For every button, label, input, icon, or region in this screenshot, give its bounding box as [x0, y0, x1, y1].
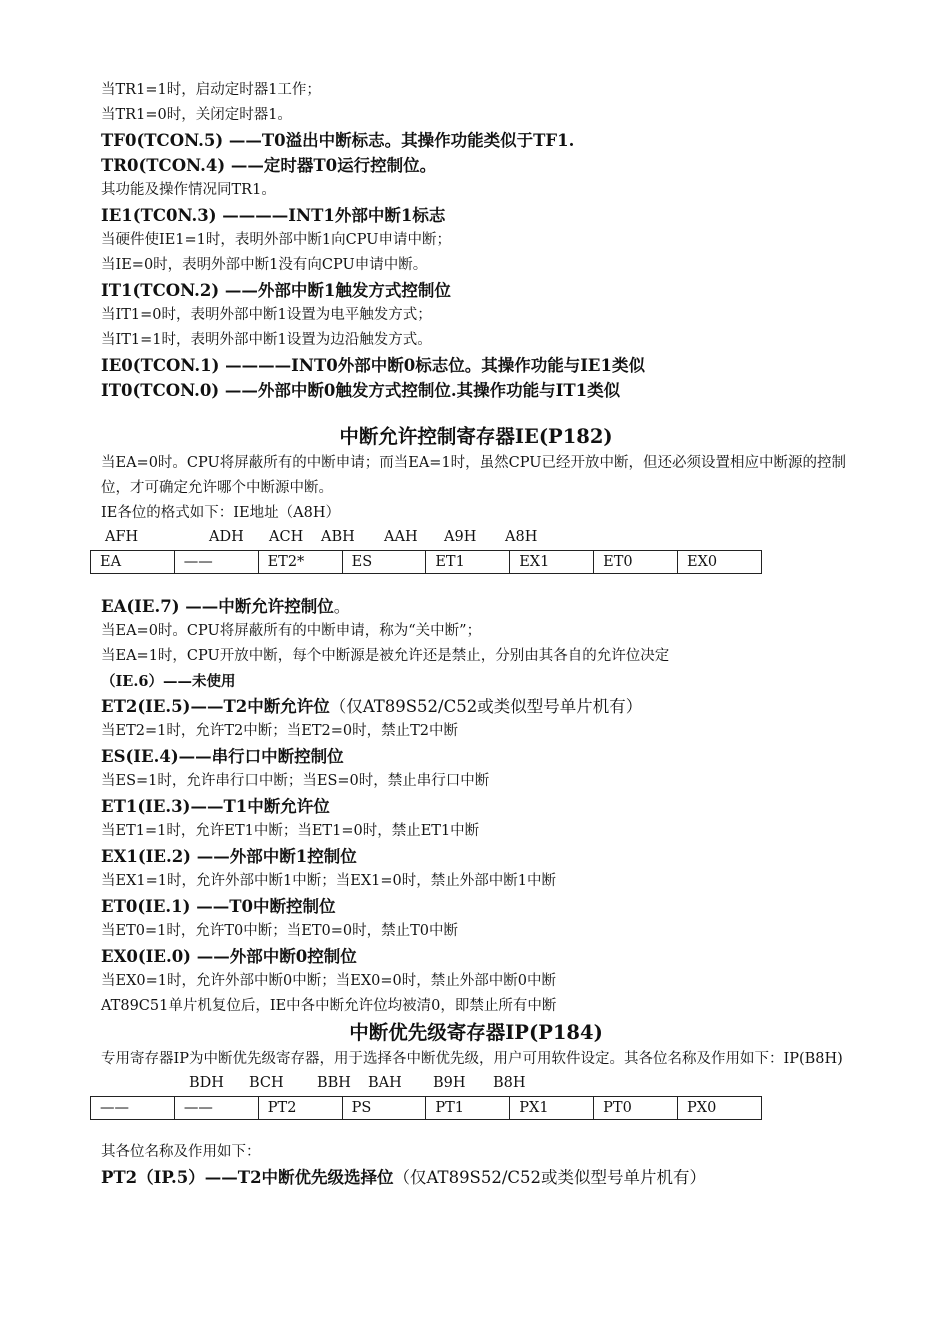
ip-bit-table [90, 1096, 762, 1120]
bit-cell: PT0 [594, 1097, 678, 1120]
bit-cell: EX0 [678, 551, 762, 574]
document-page [101, 78, 851, 1190]
text-line: 当IE=0时，表明外部中断1没有向CPU申请中断。 [101, 257, 428, 273]
text-line: 当硬件使IE1=1时，表明外部中断1向CPU申请中断； [101, 232, 451, 248]
bit-heading-et2: ET2(IE.5)——T2中断允许位（仅AT89S52/C52或类似型号单片机有） [101, 697, 643, 716]
bit-heading-tf0: TF0(TCON.5) ——T0溢出中断标志。其操作功能类似于TF1. [101, 131, 575, 150]
bit-address: ACH [269, 529, 304, 545]
bit-heading-et0: ET0(IE.1) ——T0中断控制位 [101, 897, 336, 916]
bit-cell: —— [174, 551, 258, 574]
bit-cell: ET1 [426, 551, 510, 574]
bit-cell: —— [91, 1097, 175, 1120]
table-row [91, 551, 762, 574]
text-line: 其各位名称及作用如下： [101, 1144, 261, 1160]
text-line: 当ET0=1时，允许T0中断；当ET0=0时，禁止T0中断 [101, 923, 459, 939]
ie-intro: 当EA=0时。CPU将屏蔽所有的中断申请；而当EA=1时，虽然CPU已经开放中断，但还必须设置相应中断源的控制位，才可确定允许哪个中断源中断。 [101, 455, 846, 496]
text-line: 当ES=1时，允许串行口中断；当ES=0时，禁止串行口中断 [101, 773, 490, 789]
ie-bit-table [90, 550, 762, 574]
text-line: 当TR1=0时，关闭定时器1。 [101, 107, 292, 123]
table-row [91, 1097, 762, 1120]
text-line: 当ET2=1时，允许T2中断；当ET2=0时，禁止T2中断 [101, 723, 459, 739]
bit-address: A9H [444, 529, 477, 545]
ip-address-row [101, 1072, 851, 1096]
text-line: 当EX1=1时，允许外部中断1中断；当EX1=0时，禁止外部中断1中断 [101, 873, 556, 889]
text-line: 当ET1=1时，允许ET1中断；当ET1=0时，禁止ET1中断 [101, 823, 480, 839]
text-line: 当EA=0时。CPU将屏蔽所有的中断申请，称为“关中断”； [101, 623, 482, 639]
bit-address: ABH [321, 529, 355, 545]
text-line: 当TR1=1时，启动定时器1工作； [101, 82, 321, 98]
bit-address: A8H [505, 529, 538, 545]
bit-cell: PT1 [426, 1097, 510, 1120]
bit-cell: ES [342, 551, 426, 574]
section-title-ip: 中断优先级寄存器IP(P184) [349, 1021, 603, 1044]
bit-heading-et1: ET1(IE.3)——T1中断允许位 [101, 797, 330, 816]
bit-heading-ie1: IE1(TC0N.3) ————INT1外部中断1标志 [101, 206, 446, 225]
bit-address: B8H [493, 1075, 526, 1091]
bit-heading-tr0: TR0(TCON.4) ——定时器T0运行控制位。 [101, 156, 437, 175]
bit-address: AAH [384, 529, 418, 545]
bit-heading-ex0: EX0(IE.0) ——外部中断0控制位 [101, 947, 357, 966]
bit-heading-it0: IT0(TCON.0) ——外部中断0触发方式控制位.其操作功能与IT1类似 [101, 381, 621, 400]
bit-heading-es: ES(IE.4)——串行口中断控制位 [101, 747, 344, 766]
bit-address: BCH [249, 1075, 284, 1091]
bit-address: AFH [105, 529, 139, 545]
bit-cell: ET2* [258, 551, 342, 574]
ie-address-row [101, 526, 851, 550]
bit-cell: PX0 [678, 1097, 762, 1120]
bit-address: B9H [433, 1075, 466, 1091]
text-line: AT89C51单片机复位后，IE中各中断允许位均被清0，即禁止所有中断 [101, 998, 557, 1014]
bit-cell: PS [342, 1097, 426, 1120]
text-line: 当IT1=1时，表明外部中断1设置为边沿触发方式。 [101, 332, 432, 348]
text-line: 当EA=1时，CPU开放中断，每个中断源是被允许还是禁止，分别由其各自的允许位决定 [101, 648, 670, 664]
text-line: 当EX0=1时，允许外部中断0中断；当EX0=0时，禁止外部中断0中断 [101, 973, 556, 989]
bit-cell: EA [91, 551, 175, 574]
bit-heading-ie0: IE0(TCON.1) ————INT0外部中断0标志位。其操作功能与IE1类似 [101, 356, 645, 375]
bit-cell: ET0 [594, 551, 678, 574]
bit-address: BAH [368, 1075, 402, 1091]
bit-cell: —— [174, 1097, 258, 1120]
bit-heading-ie6: （IE.6）——未使用 [101, 673, 236, 690]
bit-address: BDH [189, 1075, 224, 1091]
bit-cell: PX1 [510, 1097, 594, 1120]
bit-heading-ea: EA(IE.7) ——中断允许控制位。 [101, 597, 351, 616]
bit-cell: PT2 [258, 1097, 342, 1120]
text-line: 当IT1=0时，表明外部中断1设置为电平触发方式； [101, 307, 432, 323]
ie-format-line: IE各位的格式如下：IE地址（A8H） [101, 505, 340, 521]
section-title-ie: 中断允许控制寄存器IE(P182) [339, 425, 613, 448]
bit-address: BBH [317, 1075, 351, 1091]
bit-heading-pt2: PT2（IP.5）——T2中断优先级选择位（仅AT89S52/C52或类似型号单片机有） [101, 1168, 707, 1187]
ip-intro: 专用寄存器IP为中断优先级寄存器，用于选择各中断优先级，用户可用软件设定。其各位名称及作用如下：IP(B8H) [101, 1051, 843, 1067]
bit-heading-ex1: EX1(IE.2) ——外部中断1控制位 [101, 847, 357, 866]
bit-cell: EX1 [510, 551, 594, 574]
bit-heading-it1: IT1(TCON.2) ——外部中断1触发方式控制位 [101, 281, 451, 300]
bit-address: ADH [209, 529, 244, 545]
text-line: 其功能及操作情况同TR1。 [101, 182, 276, 198]
